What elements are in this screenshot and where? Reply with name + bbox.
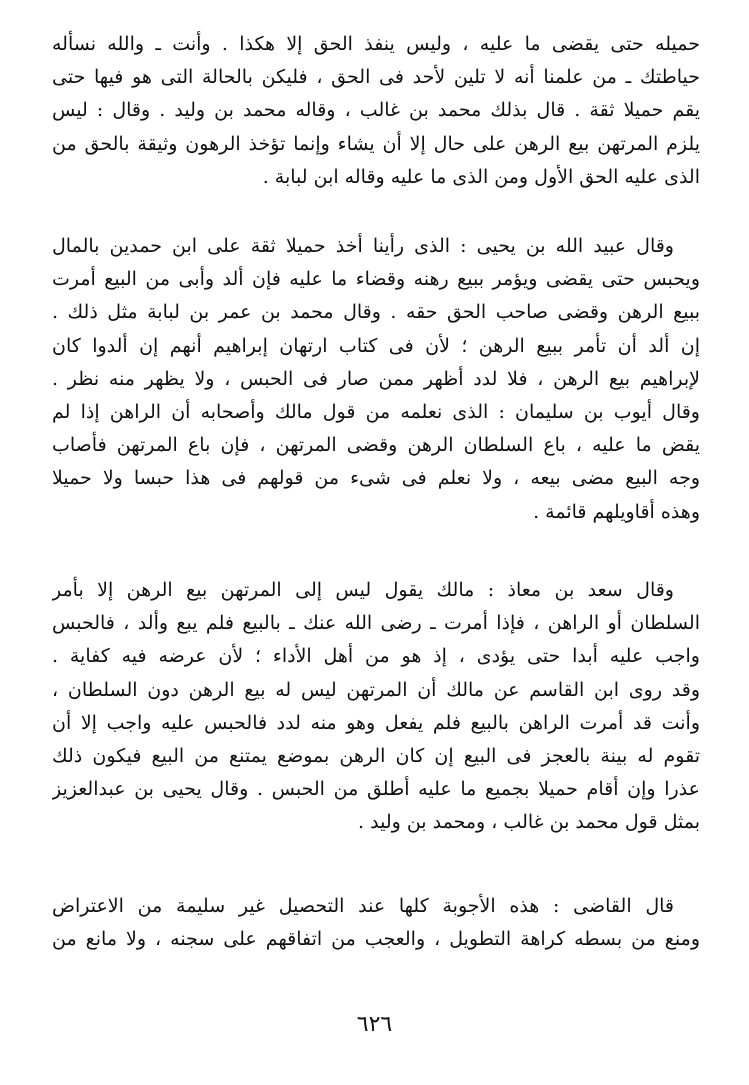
text-line: حميله حتى يقضى ما عليه ، وليس ينفذ الحق إلا هكذا . وأنت ـ والله نسأله [52,33,700,55]
text-line: وجه البيع مضى بيعه ، ولا نعلم فى شىء من قولهم فى هذا حبسا ولا حميلا [52,467,700,490]
paragraph-3 [52,574,700,840]
text-line: يلزم المرتهن بيع الرهن على حال إلا أن يشاء وإنما تؤخذ الرهون وثيقة بالحق من [52,132,700,155]
text-line: تقوم له بينة بالعجز فى البيع إن كان الرهن بموضع يمتنع من البيع فيكون ذلك [52,744,700,767]
text-line: وهذه أقاويلهم قائمة . [533,500,700,523]
text-line: وقال عبيد الله بن يحيى : الذى رأينا أخذ حميلا ثقة على ابن حمدين بالمال [52,235,674,257]
text-line: الذى عليه الحق الأول ومن الذى ما عليه وقاله ابن لبابة . [262,165,700,188]
paragraph-1 [52,28,700,194]
text-line: قال القاضى : هذه الأجوبة كلها عند التحصيل غير سليمة من الاعتراض [52,895,674,917]
text-line: يقض ما عليه ، باع السلطان الرهن وقضى المرتهن ، فإن باع المرتهن فأصاب [52,434,700,457]
text-line: وقد روى ابن القاسم عن مالك أن المرتهن ليس له بيع الرهن دون السلطان ، [52,678,700,701]
text-line: بمثل قول محمد بن غالب ، ومحمد بن وليد . [358,811,700,834]
paragraph-4 [52,890,700,956]
text-line: إن ألد أن تأمر ببيع الرهن ؛ لأن فى كتاب ارتهان إبراهيم أنهم إن ألدوا كان [52,334,700,357]
text-line: ويحبس حتى يقضى ويؤمر ببيع رهنه وقضاء ما عليه فإن ألد وأبى من البيع أمرت [52,268,700,291]
text-line: حياطتك ـ من علمنا أنه لا تلين لأحد فى الحق ، فليكن بالحالة التى هو فيها حتى [52,66,700,89]
text-line: وقال أيوب بن سليمان : الذى نعلمه من قول مالك وأصحابه أن الراهن إذا لم [52,400,700,423]
text-line: لإبراهيم بيع الرهن ، فلا لدد أظهر ممن صار فى الحبس ، ولا يظهر منه نظر . [52,367,700,390]
text-line: السلطان أو الراهن ، فإذا أمرت ـ رضى الله عنك ـ بالبيع فلم يبع وألد ، فالحبس [52,612,700,635]
text-line: ببيع الرهن وقضى صاحب الحق حقه . وقال محمد بن عمر بن لبابة مثل ذلك . [52,301,700,324]
text-line: ومنع من بسطه كراهة التطويل ، والعجب من اتفاقهم على سجنه ، ولا مانع من [52,928,700,951]
page-number: ٦٢٦ [356,1012,393,1037]
paragraph-2 [52,230,700,529]
text-line: عذرا وإن أقام حميلا بجميع ما عليه أطلق من الحبس . وقال يحيى بن عبدالعزيز [52,778,700,801]
text-line: يقم حميلا ثقة . قال بذلك محمد بن غالب ، وقاله محمد بن وليد . وقال : ليس [52,99,700,122]
text-line: وقال سعد بن معاذ : مالك يقول ليس إلى المرتهن بيع الرهن إلا بأمر [52,579,674,601]
text-line: واجب عليه أبدا حتى يؤدى ، إذ هو من أهل الأداء ؛ لأن عرضه فيه كفاية . [52,645,700,668]
text-line: وأنت قد أمرت الراهن بالبيع فلم يفعل وهو منه لدد فالحبس عليه واجب إلا أن [52,711,700,734]
